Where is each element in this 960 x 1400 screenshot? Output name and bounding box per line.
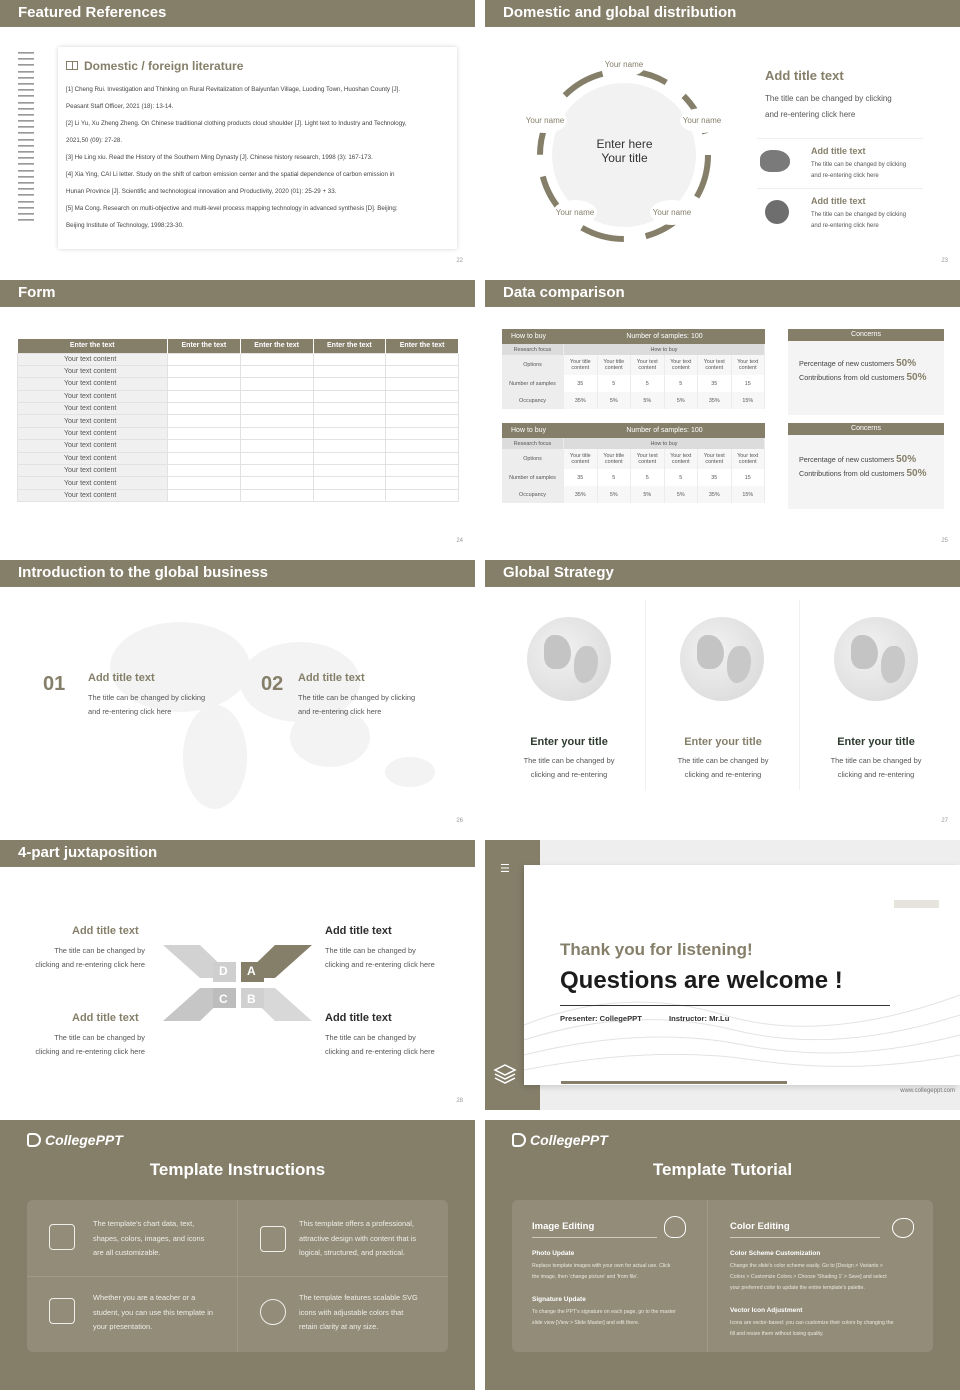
table-cell[interactable] — [386, 477, 459, 489]
slide-juxtaposition[interactable] — [0, 840, 475, 1110]
row-label: Number of samples — [502, 469, 564, 486]
table-cell: 5 — [631, 375, 665, 392]
column-title: Your text content — [698, 355, 732, 375]
slide-header: Introduction to the global business — [0, 560, 475, 587]
collegeppt-logo: CollegePPT — [27, 1132, 123, 1148]
table-cell[interactable] — [313, 378, 386, 390]
page-number: 23 — [941, 258, 948, 264]
reference-line: [1] Cheng Rui. Investigation and Thinking on Rural Revitalization of Baiyunfan Village, Luoding Town, Huoshan County [J]. — [66, 86, 400, 93]
table-cell[interactable] — [313, 465, 386, 477]
page-number: 27 — [941, 818, 948, 824]
part-desc: The title can be changed by clicking and re-entering click here — [35, 1033, 145, 1056]
form-table — [17, 339, 459, 502]
column-header: Enter the text — [240, 339, 313, 353]
presenter-text: Presenter: CollegePPT — [560, 1014, 642, 1023]
reference-line: [2] Li Yu, Xu Zheng Zheng. On Chinese traditional clothing products cloud shoulder [J]. Light text to Industry and Technology, — [66, 120, 407, 127]
tutorial-panel — [512, 1200, 933, 1352]
column-header: Enter the text — [386, 339, 459, 353]
item-desc: The title can be changed by clicking and re-entering click here — [88, 693, 206, 716]
part-title: Add title text — [72, 1012, 139, 1024]
concern-line: Contributions from old customers 50% — [799, 372, 927, 383]
column-title: Your title content — [598, 449, 632, 469]
slide-header: Domestic and global distribution — [485, 0, 960, 27]
questions-text: Questions are welcome ! — [560, 967, 843, 994]
column-title: Your text content — [665, 355, 699, 375]
reference-box — [58, 47, 457, 249]
table-cell[interactable] — [313, 390, 386, 402]
table-row — [502, 375, 765, 392]
table-cell[interactable] — [240, 489, 313, 501]
ball-icon — [260, 1299, 286, 1325]
row-label-cell[interactable]: Your text content — [18, 477, 168, 489]
row-label-cell[interactable]: Your text content — [18, 403, 168, 415]
strategy-desc: The title can be changed by clicking and re-entering — [523, 756, 615, 779]
concern-line: Contributions from old customers 50% — [799, 468, 927, 479]
comparison-table — [502, 423, 765, 503]
table-cell: 5 — [665, 375, 699, 392]
table-cell: 5% — [665, 486, 699, 503]
table-row — [18, 378, 459, 390]
row-label-cell[interactable]: Your text content — [18, 390, 168, 402]
row-label-cell[interactable]: Your text content — [18, 378, 168, 390]
table-row — [502, 438, 765, 449]
table-row — [502, 355, 765, 375]
header-right: Number of samples: 100 — [626, 427, 703, 434]
how-to-buy-label: How to buy — [564, 438, 765, 449]
strategy-desc: The title can be changed by clicking and re-entering — [830, 756, 922, 779]
table-cell: 15 — [732, 375, 766, 392]
reference-line: Beijing Institute of Technology, 1998:23-30. — [66, 222, 184, 229]
table-row — [502, 449, 765, 469]
research-focus-label: Research focus — [502, 438, 564, 449]
table-header — [502, 329, 765, 344]
node-label: Your name — [602, 52, 646, 77]
instruction-text: The template's chart data, text, shapes, colors, images, and icons are all customizable. — [93, 1219, 205, 1257]
table-cell[interactable] — [313, 452, 386, 464]
row-label-cell[interactable]: Your text content — [18, 452, 168, 464]
table-cell[interactable] — [313, 353, 386, 365]
table-cell[interactable] — [313, 415, 386, 427]
concern-box — [788, 329, 944, 415]
globe-image — [680, 617, 764, 701]
instruction-text: This template offers a professional, attractive design with content that is logical, structured, and practical. — [299, 1219, 417, 1257]
part-title: Add title text — [72, 925, 139, 937]
lightbulb-icon — [664, 1216, 686, 1238]
signature-update-text: To change the PPT's signature on each page, go to the master slide view [View > Slide Master] and edit there. — [532, 1309, 676, 1326]
table-cell: 5% — [598, 392, 632, 409]
table-cell[interactable] — [313, 440, 386, 452]
table-cell[interactable] — [240, 378, 313, 390]
teacher-icon — [49, 1298, 75, 1324]
table-cell[interactable] — [168, 365, 241, 377]
slide-global-strategy[interactable] — [485, 560, 960, 830]
table-row — [502, 469, 765, 486]
part-title: Add title text — [325, 1012, 392, 1024]
table-cell: 5 — [598, 469, 632, 486]
table-cell[interactable] — [386, 489, 459, 501]
table-cell[interactable] — [240, 427, 313, 439]
table-cell: 35 — [564, 469, 598, 486]
table-cell[interactable] — [168, 403, 241, 415]
reference-line: 2021,50 (09): 27-28. — [66, 137, 123, 144]
thanks-text: Thank you for listening! — [560, 940, 753, 959]
color-scheme-text: Change the slide's color scheme easily. Go to [Design > Variants > Colors > Customize Colors > Choose 'Shading 1' > Save] and select your preferred color to update the entire template's palette. — [730, 1263, 887, 1291]
table-cell[interactable] — [168, 390, 241, 402]
table-row — [502, 486, 765, 503]
page-number: 26 — [456, 818, 463, 824]
table-cell[interactable] — [313, 365, 386, 377]
part-desc: The title can be changed by clicking and re-entering click here — [35, 946, 145, 969]
header-left: How to buy — [511, 333, 547, 340]
table-cell[interactable] — [240, 440, 313, 452]
concern-box — [788, 423, 944, 509]
table-row — [18, 365, 459, 377]
concern-title: Concerns — [788, 423, 944, 435]
table-cell: 15% — [732, 486, 766, 503]
table-cell[interactable] — [386, 365, 459, 377]
item-desc: The title can be changed by clicking and re-entering click here — [298, 693, 416, 716]
table-row — [18, 465, 459, 477]
concern-title: Concerns — [788, 329, 944, 341]
center-title: Enter here Your title — [596, 137, 653, 165]
table-cell: 5% — [598, 486, 632, 503]
table-row — [18, 477, 459, 489]
layers-icon — [260, 1226, 286, 1252]
strategy-title: Enter your title — [530, 736, 608, 748]
instructor-text: Instructor: Mr.Lu — [669, 1014, 730, 1023]
quadrant-letter: A — [247, 964, 256, 978]
node-label: Your name — [523, 108, 567, 133]
page-number: 25 — [941, 538, 948, 544]
header-left: How to buy — [511, 427, 547, 434]
research-focus-label: Research focus — [502, 344, 564, 355]
slide-header: Featured References — [0, 0, 475, 27]
table-cell: 5% — [665, 392, 699, 409]
table-cell[interactable] — [168, 465, 241, 477]
slide-data-comparison[interactable] — [485, 280, 960, 550]
node-label: Your name — [650, 200, 694, 225]
row-label-cell[interactable]: Your text content — [18, 415, 168, 427]
slide-header: Global Strategy — [485, 560, 960, 587]
column-title: Your text content — [732, 355, 766, 375]
slide-distribution[interactable] — [485, 0, 960, 270]
slide-header: 4-part juxtaposition — [0, 840, 475, 867]
table-cell[interactable] — [313, 489, 386, 501]
table-cell[interactable] — [313, 403, 386, 415]
table-cell[interactable] — [313, 427, 386, 439]
globe-icon — [765, 200, 789, 224]
slide-title: Template Tutorial — [652, 1160, 793, 1179]
website-url[interactable]: www.collegeppt.com — [900, 1088, 955, 1094]
table-cell[interactable] — [168, 378, 241, 390]
strategy-title: Enter your title — [837, 736, 915, 748]
table-cell: 35% — [698, 392, 732, 409]
table-cell: 5 — [631, 469, 665, 486]
slide-header: Data comparison — [485, 280, 960, 307]
table-cell[interactable] — [386, 390, 459, 402]
reference-line: [5] Ma Cong. Research on multi-objective and multi-level process mapping technology in advanced synthesis [D]. Beijing: — [66, 205, 398, 212]
item2-title: Add title text — [811, 196, 866, 206]
row-label: Options — [502, 355, 564, 375]
table-cell[interactable] — [240, 403, 313, 415]
slide-global-business[interactable] — [0, 560, 475, 830]
reference-line: [4] Xia Ying, CAI Li letter. Study on the shift of carbon emission center and the spatial dependence of carbon emission in — [66, 171, 395, 178]
part-desc: The title can be changed by clicking and re-entering click here — [325, 1033, 435, 1056]
table-cell: 5 — [598, 375, 632, 392]
item-number: 02 — [261, 673, 284, 695]
table-cell: 5% — [631, 392, 665, 409]
page-number: 22 — [456, 258, 463, 264]
node-label: Your name — [553, 200, 597, 225]
column-title: Your title content — [564, 449, 598, 469]
table-cell: 35 — [564, 375, 598, 392]
table-row — [18, 415, 459, 427]
row-label-cell[interactable]: Your text content — [18, 427, 168, 439]
table-cell: 5% — [631, 486, 665, 503]
instructions-panel — [27, 1200, 448, 1352]
row-label: Occupancy — [502, 392, 564, 409]
vector-icon-text: Icons are vector-based: you can customize their colors by changing the fill and resize them without losing quality. — [730, 1320, 894, 1337]
table-cell[interactable] — [386, 452, 459, 464]
column-title: Your text content — [665, 449, 699, 469]
table-cell[interactable] — [168, 477, 241, 489]
globe-image — [834, 617, 918, 701]
layers-icon[interactable] — [493, 1062, 517, 1086]
vector-icon-heading: Vector Icon Adjustment — [730, 1307, 803, 1314]
table-cell[interactable] — [386, 353, 459, 365]
collegeppt-logo: CollegePPT — [512, 1132, 608, 1148]
table-cell[interactable] — [386, 440, 459, 452]
item1-title: Add title text — [811, 146, 866, 156]
quadrant-letter: B — [247, 992, 256, 1006]
book-icon — [66, 61, 78, 70]
row-label-cell[interactable]: Your text content — [18, 465, 168, 477]
column-title: Your title content — [598, 355, 632, 375]
table-header — [502, 423, 765, 438]
table-cell[interactable] — [240, 415, 313, 427]
instruction-text: The template features scalable SVG icons with adjustable colors that retain clarity at any size. — [299, 1293, 418, 1331]
color-editing-heading: Color Editing — [730, 1221, 790, 1232]
table-row — [502, 344, 765, 355]
item-number: 01 — [43, 673, 66, 695]
table-cell[interactable] — [168, 427, 241, 439]
column-title: Your text content — [631, 449, 665, 469]
part-desc: The title can be changed by clicking and re-entering click here — [325, 946, 435, 969]
china-map-icon — [760, 150, 790, 172]
table-cell: 15 — [732, 469, 766, 486]
column-header: Enter the text — [18, 339, 168, 353]
column-title: Your text content — [631, 355, 665, 375]
table-cell[interactable] — [386, 378, 459, 390]
item1-desc: The title can be changed by clicking and re-entering click here — [811, 162, 907, 179]
reference-title: Domestic / foreign literature — [84, 59, 244, 73]
table-cell[interactable] — [240, 353, 313, 365]
table-cell: 35 — [698, 375, 732, 392]
row-label: Options — [502, 449, 564, 469]
table-row — [18, 403, 459, 415]
table-cell[interactable] — [240, 477, 313, 489]
table-row — [18, 452, 459, 464]
photo-update-heading: Photo Update — [532, 1250, 575, 1257]
table-cell: 15% — [732, 392, 766, 409]
part-title: Add title text — [325, 925, 392, 937]
column-header: Enter the text — [313, 339, 386, 353]
row-label: Occupancy — [502, 486, 564, 503]
table-row — [18, 427, 459, 439]
main-title: Add title text — [765, 68, 844, 83]
globe-image — [527, 617, 611, 701]
four-part-arrows — [0, 840, 475, 1110]
column-title: Your text content — [698, 449, 732, 469]
row-label-cell[interactable]: Your text content — [18, 353, 168, 365]
page-number: 24 — [456, 538, 463, 544]
table-cell[interactable] — [240, 465, 313, 477]
item2-desc: The title can be changed by clicking and re-entering click here — [811, 212, 907, 229]
row-label-cell[interactable]: Your text content — [18, 440, 168, 452]
reference-line: Hunan Province [J]. Scientific and technological innovation and Productivity, 2020 (01): 25-29 + 33. — [66, 188, 337, 195]
row-label: Number of samples — [502, 375, 564, 392]
palette-icon — [892, 1218, 914, 1238]
concern-line: Percentage of new customers 50% — [799, 358, 917, 369]
table-header-row — [18, 339, 459, 353]
table-cell: 35 — [698, 469, 732, 486]
table-cell[interactable] — [240, 365, 313, 377]
table-cell[interactable] — [240, 452, 313, 464]
row-label-cell[interactable]: Your text content — [18, 365, 168, 377]
column-title: Your text content — [732, 449, 766, 469]
strategy-title: Enter your title — [684, 736, 762, 748]
instruction-text: Whether you are a teacher or a student, you can use this template in your presentation. — [93, 1293, 213, 1331]
concern-line: Percentage of new customers 50% — [799, 454, 917, 465]
table-cell[interactable] — [240, 390, 313, 402]
signature-update-heading: Signature Update — [532, 1296, 586, 1303]
slide-title: Template Instructions — [149, 1160, 326, 1179]
reference-line: Peasant Staff Officer, 2021 (18): 13-14. — [66, 103, 174, 110]
item-title: Add title text — [298, 672, 365, 684]
table-cell[interactable] — [168, 489, 241, 501]
table-cell[interactable] — [386, 415, 459, 427]
table-cell[interactable] — [313, 477, 386, 489]
table-cell: 35% — [564, 486, 598, 503]
quadrant-letter: C — [219, 992, 228, 1006]
image-editing-heading: Image Editing — [532, 1221, 595, 1232]
main-desc: The title can be changed by clicking and re-entering click here — [765, 94, 892, 119]
comparison-table — [502, 329, 765, 409]
quadrant-letter: D — [219, 964, 228, 978]
table-row — [502, 392, 765, 409]
strategy-desc: The title can be changed by clicking and re-entering — [677, 756, 769, 779]
slide-header: Form — [0, 280, 475, 307]
table-cell[interactable] — [168, 353, 241, 365]
table-cell[interactable] — [168, 440, 241, 452]
how-to-buy-label: How to buy — [564, 344, 765, 355]
table-cell: 35% — [698, 486, 732, 503]
reference-line: [3] He Ling xiu. Read the History of the Southern Ming Dynasty [J]. Chinese history research, 1998 (3): 167-173. — [66, 154, 373, 161]
table-cell[interactable] — [386, 403, 459, 415]
notebook-spiral — [18, 52, 36, 225]
table-cell[interactable] — [386, 427, 459, 439]
column-title: Your title content — [564, 355, 598, 375]
table-row — [18, 390, 459, 402]
page-number: 28 — [456, 1098, 463, 1104]
color-scheme-heading: Color Scheme Customization — [730, 1250, 821, 1257]
header-right: Number of samples: 100 — [626, 333, 703, 340]
table-cell[interactable] — [168, 452, 241, 464]
table-row — [18, 440, 459, 452]
table-cell[interactable] — [386, 465, 459, 477]
item-title: Add title text — [88, 672, 155, 684]
slide-references[interactable] — [0, 0, 475, 270]
menu-icon[interactable]: ☰ — [500, 863, 510, 875]
book-icon — [49, 1224, 75, 1250]
row-label-cell[interactable]: Your text content — [18, 489, 168, 501]
table-cell: 35% — [564, 392, 598, 409]
photo-update-text: Replace template images with your own for actual use. Click the image, then 'change picture' and 'from file'. — [532, 1263, 671, 1280]
column-header: Enter the text — [168, 339, 241, 353]
table-cell[interactable] — [168, 415, 241, 427]
table-cell: 5 — [665, 469, 699, 486]
table-row — [18, 353, 459, 365]
table-body — [18, 353, 459, 502]
thanks-card — [524, 865, 960, 1085]
table-row — [18, 489, 459, 501]
node-label: Your name — [680, 108, 724, 133]
